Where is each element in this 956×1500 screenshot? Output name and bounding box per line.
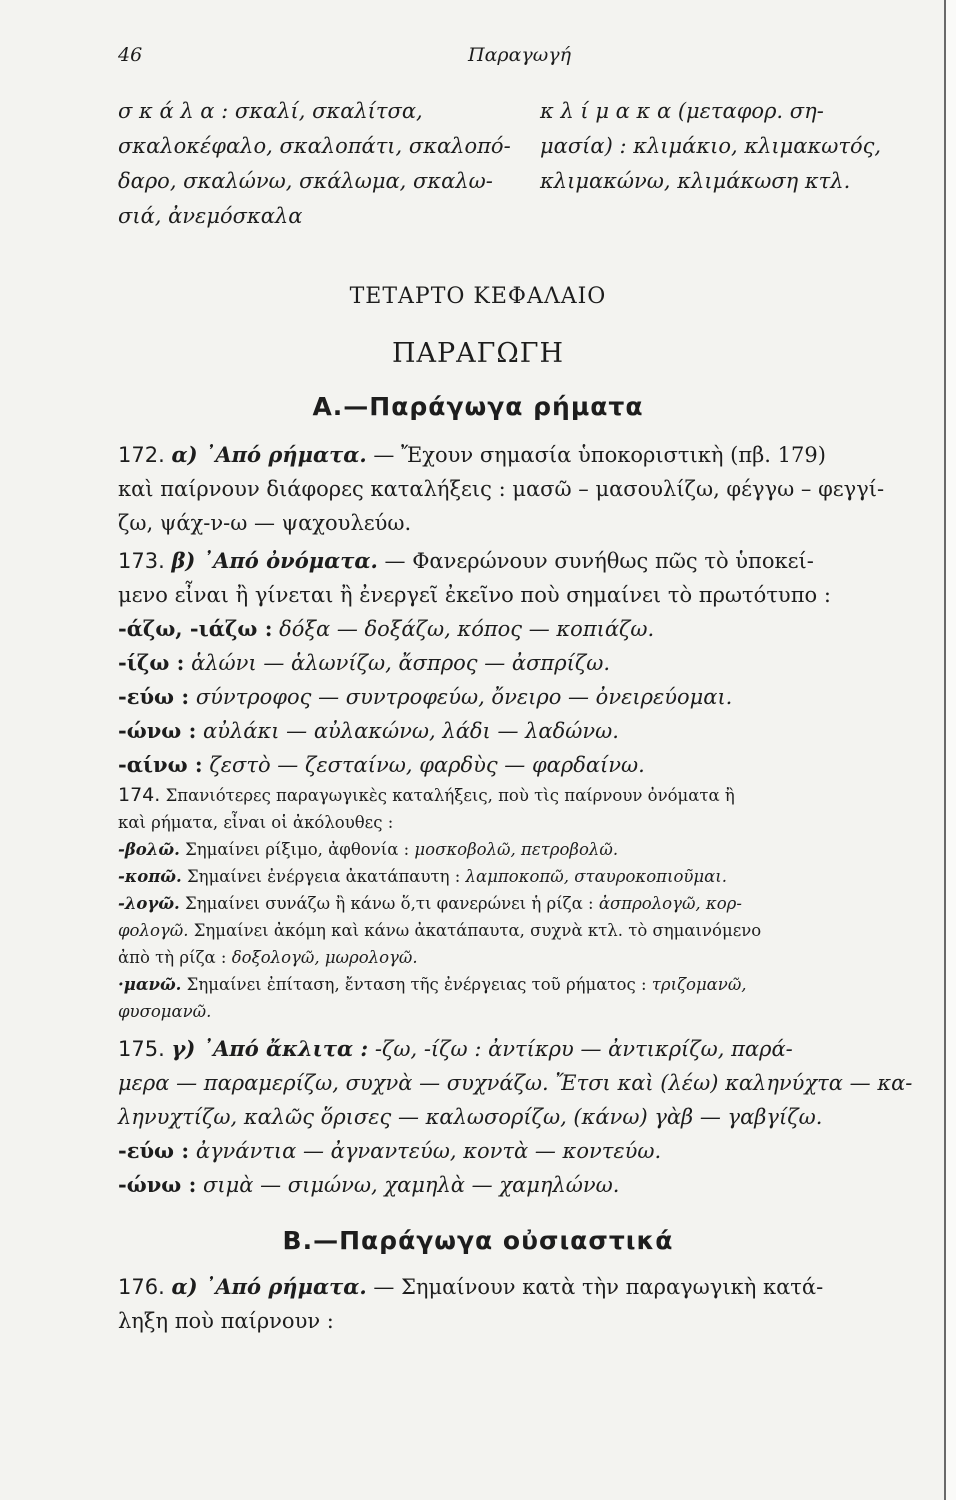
examples: ἀσπρολογῶ, κορ- (598, 894, 742, 913)
suffix: -κοπῶ. (118, 867, 182, 886)
para-line: — Φανερώνουν συνήθως πῶς τὸ ὑποκεί- (384, 549, 814, 573)
suffix: -βολῶ. (118, 840, 180, 859)
para-line: μερα — παραμερίζω, συχνὰ — συχνάζω. Ἔτσι καὶ (λέω) καληνύχτα — κα- (118, 1071, 913, 1095)
para-line: καὶ παίρνουν διάφορες καταλήξεις : μασῶ – μασουλίζω, φέγγω – φεγγί- (118, 477, 885, 501)
suffix-line (118, 714, 930, 748)
suffix-line (118, 612, 930, 646)
suffix-line (118, 680, 930, 714)
top-left-line: δαρο, σκαλώνω, σκάλωμα, σκαλω- (118, 169, 493, 193)
page-edge (944, 0, 956, 1500)
para-number: 174. (118, 784, 161, 806)
part-heading: ΠΑΡΑΓΩΓΗ (391, 338, 565, 369)
para-line: ζω, ψάχ-ν-ω — ψαχουλεύω. (118, 511, 412, 535)
examples: αὐλάκι — αὐλακώνω, λάδι — λαδώνω. (203, 719, 619, 743)
section-b-heading: Β.—Παράγωγα οὐσιαστικά (282, 1226, 674, 1255)
top-left-line: σ κ ά λ α : σκαλί, σκαλίτσα, (118, 99, 423, 123)
item-text: Σημαίνει ρίξιμο, ἀφθονία : (185, 840, 410, 859)
suffix: ·μανῶ. (118, 975, 182, 994)
suffix-line (118, 1134, 930, 1168)
para-line: — Σημαίνουν κατὰ τὴν παραγωγικὴ κατά- (373, 1275, 824, 1299)
top-left-line: σκαλοκέφαλο, σκαλοπάτι, σκαλοπό- (118, 134, 511, 158)
paragraph-175 (118, 1032, 930, 1202)
examples: τριζομανῶ, (651, 975, 747, 994)
paragraph-172 (118, 438, 930, 540)
top-right-line: κ λ ί μ α κ α (μεταφορ. ση- (540, 99, 824, 123)
suffix: -άζω, -ιάζω : (118, 616, 273, 641)
top-right-line: μασία) : κλιμάκιο, κλιμακωτός, (540, 134, 882, 158)
top-right-column (540, 94, 881, 199)
page-number: 46 (118, 44, 143, 66)
paragraph-173 (118, 544, 930, 782)
examples: σιμὰ — σιμώνω, χαμηλὰ — χαμηλώνω. (203, 1173, 620, 1197)
chapter-heading: ΤΕΤΑΡΤΟ ΚΕΦΑΛΑΙΟ (349, 284, 607, 309)
para-head: γ) ᾿Από ἄκλιτα : (171, 1036, 369, 1061)
item-text: Σημαίνει ἐπίταση, ἔνταση τῆς ἐνέργειας τοῦ ρήματος : (186, 975, 647, 994)
section-a-heading: Α.—Παράγωγα ρήματα (312, 392, 644, 421)
para-number: 173. (118, 549, 165, 573)
examples: μοσκοβολῶ, πετροβολῶ. (414, 840, 619, 859)
suffix: -ίζω : (118, 650, 185, 675)
suffix: -ώνω : (118, 718, 197, 743)
paragraph-174 (118, 782, 930, 1025)
top-right-line: κλιμακώνω, κλιμάκωση κτλ. (540, 169, 851, 193)
item-text: ἀπὸ τὴ ρίζα : (118, 948, 227, 967)
para-number: 176. (118, 1275, 165, 1299)
suffix-line (118, 646, 930, 680)
suffix: -εύω : (118, 684, 190, 709)
para-number: 172. (118, 443, 165, 467)
top-left-column (118, 94, 511, 234)
suffix: -ώνω : (118, 1172, 197, 1197)
item-text: Σημαίνει συνάζω ἢ κάνω ὅ,τι φανερώνει ἡ ρίζα : (185, 894, 594, 913)
suffix-line (118, 748, 930, 782)
suffix-line (118, 1168, 930, 1202)
item-text: Σημαίνει ἀκόμη καὶ κάνω ἀκατάπαυτα, συχνὰ κτλ. τὸ σημαινόμενο (193, 921, 762, 940)
running-title: Παραγωγή (468, 44, 571, 66)
examples: δόξα — δοξάζω, κόπος — κοπιάζω. (279, 617, 655, 641)
para-head: α) ᾿Από ρήματα. (171, 1274, 367, 1299)
examples: φυσομανῶ. (118, 1002, 212, 1021)
para-line: — Ἔχουν σημασία ὑποκοριστικὴ (πβ. 179) (373, 443, 826, 467)
para-number: 175. (118, 1037, 165, 1061)
examples: ἀγνάντια — ἀγναντεύω, κοντὰ — κοντεύω. (195, 1139, 662, 1163)
examples: δοξολογῶ, μωρολογῶ. (231, 948, 418, 967)
para-line: ληξη ποὺ παίρνουν : (118, 1309, 334, 1333)
para-head: β) ᾿Από ὀνόματα. (171, 548, 378, 573)
examples: ἁλώνι — ἁλωνίζω, ἄσπρος — ἀσπρίζω. (191, 651, 610, 675)
examples: λαμποκοπῶ, σταυροκοπιοῦμαι. (465, 867, 728, 886)
examples: σύντροφος — συντροφεύω, ὄνειρο — ὀνειρεύομαι. (195, 685, 733, 709)
suffix: -αίνω : (118, 752, 203, 777)
para-line: ληνυχτίζω, καλῶς ὅρισες — καλωσορίζω, (κάνω) γὰβ — γαβγίζω. (118, 1105, 823, 1129)
paragraph-176 (118, 1270, 930, 1338)
examples: φολογῶ. (118, 921, 189, 940)
item-text: Σημαίνει ἐνέργεια ἀκατάπαυτη : (187, 867, 461, 886)
suffix: -λογῶ. (118, 894, 180, 913)
para-line: καὶ ρήματα, εἶναι οἱ ἀκόλουθες : (118, 813, 394, 832)
para-line: Σπανιότερες παραγωγικὲς καταλήξεις, ποὺ τὶς παίρνουν ὀνόματα ἢ (165, 786, 735, 805)
para-line: μενο εἶναι ἢ γίνεται ἢ ἐνεργεῖ ἐκεῖνο ποὺ σημαίνει τὸ πρωτότυπο : (118, 583, 831, 607)
top-left-line: σιά, ἀνεμόσκαλα (118, 204, 303, 228)
para-line: -ζω, -ίζω : ἀντίκρυ — ἀντικρίζω, παρά- (374, 1037, 793, 1061)
suffix: -εύω : (118, 1138, 190, 1163)
examples: ζεστὸ — ζεσταίνω, φαρδὺς — φαρδαίνω. (209, 753, 645, 777)
para-head: α) ᾿Από ρήματα. (171, 442, 367, 467)
